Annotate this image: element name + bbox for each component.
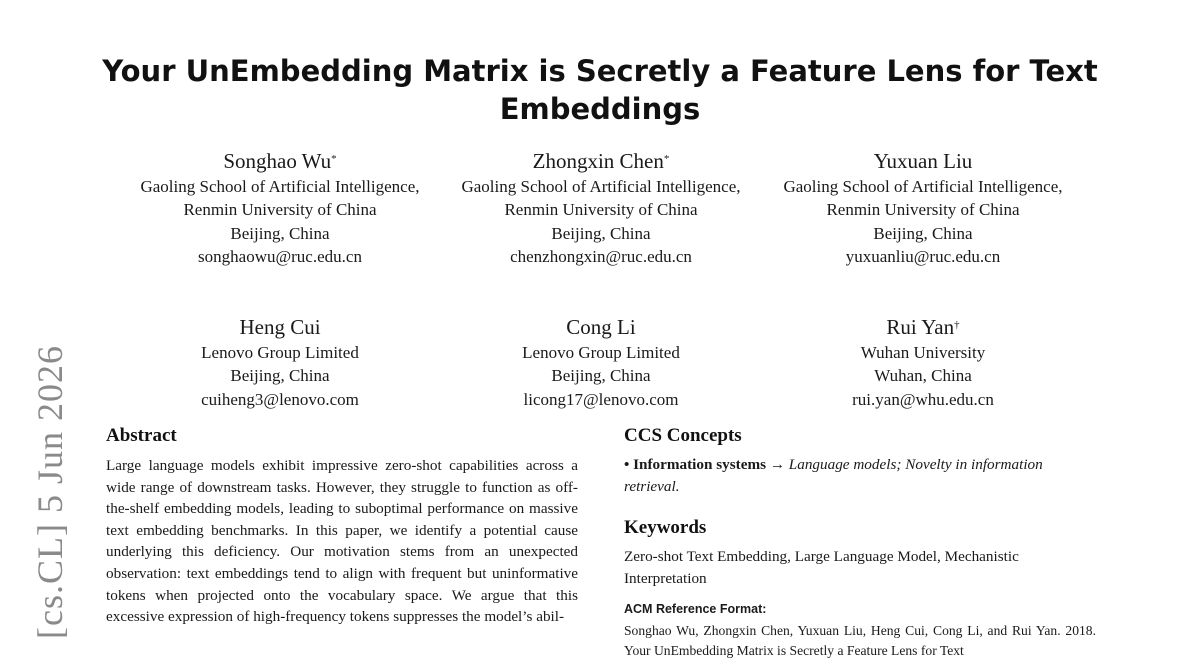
ccs-heading: CCS Concepts [624, 425, 742, 446]
author-email: rui.yan@whu.edu.cn [852, 389, 994, 409]
arxiv-stamp: [cs.CL] 5 Jun 2026 [30, 345, 70, 639]
author-location: Beijing, China [551, 223, 651, 243]
ccs-concept: Information systems [633, 456, 767, 473]
author-name: Songhao Wu* [223, 149, 337, 173]
paper-title: Your UnEmbedding Matrix is Secretly a Feature Lens for Text Embeddings [102, 54, 1098, 126]
abstract-heading: Abstract [106, 425, 177, 446]
author-name: Heng Cui [239, 315, 321, 339]
author-name: Rui Yan† [886, 315, 960, 339]
author-affiliation: Gaoling School of Artificial Intelligence, Renmin University of China [783, 177, 1063, 220]
ccs-concepts [624, 454, 1096, 497]
ccs-arrow: → [769, 456, 785, 473]
author-block [451, 314, 751, 411]
author-affiliation: Wuhan University [860, 343, 986, 362]
author-block [130, 148, 430, 269]
author-email: cuiheng3@lenovo.com [201, 389, 359, 409]
author-location: Beijing, China [230, 366, 330, 386]
ccs-bullet: • [624, 456, 630, 473]
author-email: chenzhongxin@ruc.edu.cn [510, 247, 692, 267]
author-location: Beijing, China [230, 223, 330, 243]
author-location: Beijing, China [551, 366, 651, 386]
author-affiliation: Lenovo Group Limited [201, 343, 359, 362]
author-affiliation: Gaoling School of Artificial Intelligence, Renmin University of China [461, 177, 741, 220]
abstract-text: Large language models exhibit impressive zero-shot capabilities across a wide range of downstream tasks. However, they struggle to function as off-the-shelf embedding models, leading to suboptimal performance on massive text embedding benchmarks. In this paper, we identify a potential cause underlying this deficiency. Our motivation stems from an unexpected observation: text embeddings tend to align with frequent but uninformative tokens when projected onto the vocabulary space. We argue that this excessive expression of high-frequency tokens suppresses the model’s abil- [106, 457, 578, 626]
author-email: licong17@lenovo.com [523, 389, 679, 409]
author-location: Wuhan, China [874, 366, 972, 386]
author-email: songhaowu@ruc.edu.cn [198, 247, 362, 267]
author-block [773, 314, 1073, 411]
author-block [773, 148, 1073, 269]
author-location: Beijing, China [873, 223, 973, 243]
keywords-text: Zero-shot Text Embedding, Large Language Model, Mechanistic Interpretation [624, 548, 1019, 587]
author-block [130, 314, 430, 411]
author-block [451, 148, 751, 269]
author-affiliation: Lenovo Group Limited [522, 343, 680, 362]
keywords-heading: Keywords [624, 517, 707, 538]
author-name: Cong Li [566, 315, 636, 339]
ccs-subconcepts: Language models; Novelty in information retrieval. [624, 456, 1043, 495]
author-name: Yuxuan Liu [873, 149, 973, 173]
author-affiliation: Gaoling School of Artificial Intelligence, Renmin University of China [140, 177, 420, 220]
acm-reference-text: Songhao Wu, Zhongxin Chen, Yuxuan Liu, Heng Cui, Cong Li, and Rui Yan. 2018. Your UnEmbedding Matrix is Secretly a Feature Lens for Text [624, 623, 1096, 658]
author-email: yuxuanliu@ruc.edu.cn [845, 247, 1001, 267]
author-name: Zhongxin Chen* [532, 149, 670, 173]
acm-reference-heading: ACM Reference Format: [624, 602, 767, 616]
